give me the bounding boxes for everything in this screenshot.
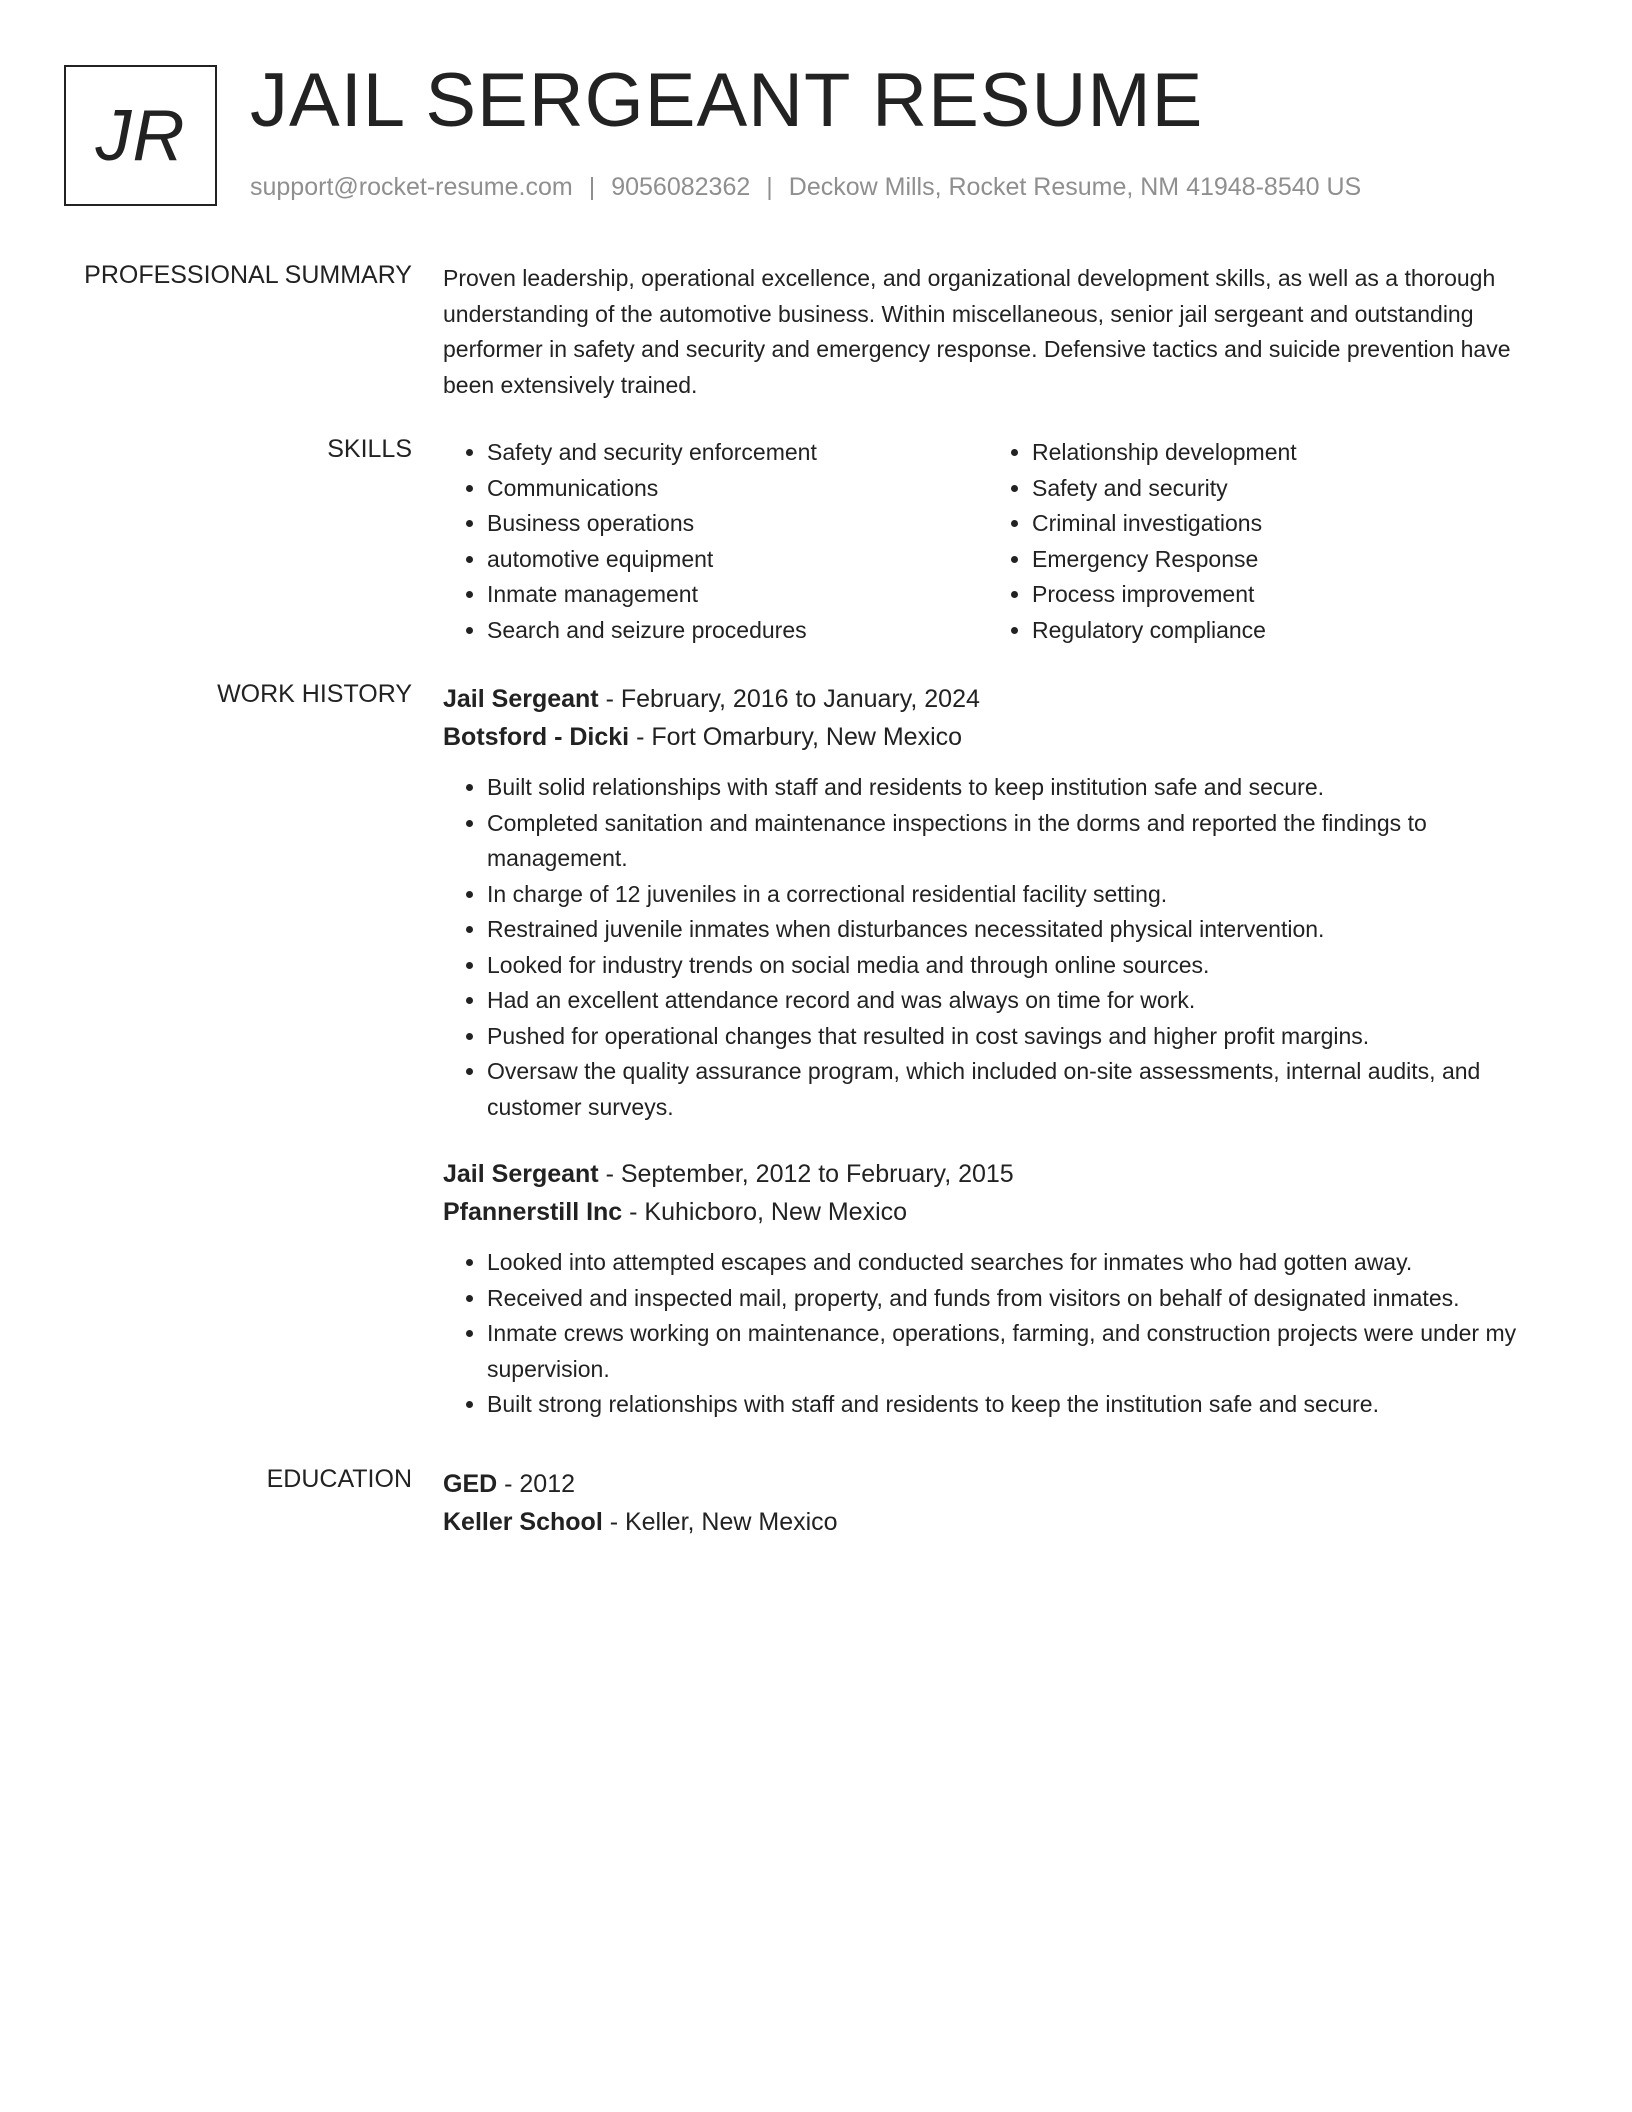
skills-column-right [988, 435, 1533, 648]
job-title: Jail Sergeant [443, 1160, 599, 1188]
skill-item: • Emergency Response [1032, 542, 1533, 578]
job-bullet: • Had an excellent attendance record and was always on time for work. [487, 983, 1553, 1019]
work-history-body [443, 680, 1553, 1423]
job-bullet: • Completed sanitation and maintenance inspections in the dorms and reported the findings to management. [487, 806, 1553, 877]
job-bullet: • Looked into attempted escapes and conducted searches for inmates who had gotten away. [487, 1245, 1553, 1281]
skills-body [443, 435, 1553, 648]
skill-item: • Criminal investigations [1032, 506, 1533, 542]
education-year: - 2012 [497, 1470, 576, 1498]
contact-separator: | [588, 173, 596, 201]
skill-item: • Search and seizure procedures [487, 613, 988, 649]
job-bullet: • Inmate crews working on maintenance, operations, farming, and construction projects were under my supervision. [487, 1316, 1553, 1387]
job-bullet: • In charge of 12 juveniles in a correctional residential facility setting. [487, 877, 1553, 913]
monogram-initials: JR [95, 95, 186, 176]
skills-column-left [443, 435, 988, 648]
contact-phone: 9056082362 [611, 173, 751, 201]
work-history-label: WORK HISTORY [217, 680, 412, 708]
education-body [443, 1465, 1553, 1541]
skill-item: • automotive equipment [487, 542, 988, 578]
job-entry [443, 680, 1553, 1125]
education-degree: GED [443, 1470, 498, 1498]
job-location: - Kuhicboro, New Mexico [622, 1198, 908, 1226]
job-bullet-list [443, 1245, 1553, 1423]
job-location: - Fort Omarbury, New Mexico [629, 723, 963, 751]
skill-item: • Safety and security enforcement [487, 435, 988, 471]
skill-item: • Relationship development [1032, 435, 1533, 471]
contact-email: support@rocket-resume.com [250, 173, 573, 201]
education-school: Keller School [443, 1508, 603, 1536]
job-bullet: • Received and inspected mail, property, and funds from visitors on behalf of designated inmates. [487, 1281, 1553, 1317]
contact-address: Deckow Mills, Rocket Resume, NM 41948-8540 US [788, 173, 1362, 201]
contact-line [250, 173, 1361, 202]
job-company-line [443, 718, 1553, 756]
job-bullet: • Oversaw the quality assurance program, which included on-site assessments, internal audits, and customer surveys. [487, 1054, 1553, 1125]
job-title-line [443, 1155, 1553, 1193]
education-school-line [443, 1503, 1553, 1541]
job-dates: - February, 2016 to January, 2024 [598, 685, 980, 713]
skill-item: • Process improvement [1032, 577, 1533, 613]
skill-item: • Communications [487, 471, 988, 507]
skill-item: • Regulatory compliance [1032, 613, 1533, 649]
summary-label: PROFESSIONAL SUMMARY [84, 261, 412, 289]
resume-header [64, 58, 1564, 210]
skill-item: • Safety and security [1032, 471, 1533, 507]
skill-item: • Inmate management [487, 577, 988, 613]
summary-body [443, 261, 1553, 403]
skills-label: SKILLS [327, 435, 412, 463]
job-company: Pfannerstill Inc [443, 1198, 623, 1226]
skill-item: • Business operations [487, 506, 988, 542]
education-label: EDUCATION [266, 1465, 412, 1493]
job-title: Jail Sergeant [443, 685, 599, 713]
contact-separator: | [766, 173, 773, 201]
resume-title: JAIL SERGEANT RESUME [250, 58, 1204, 143]
job-entry [443, 1155, 1553, 1423]
job-company-line [443, 1193, 1553, 1231]
education-degree-line [443, 1465, 1553, 1503]
job-dates: - September, 2012 to February, 2015 [598, 1160, 1014, 1188]
monogram-box [64, 65, 217, 206]
job-bullet-list [443, 770, 1553, 1125]
job-bullet: • Pushed for operational changes that resulted in cost savings and higher profit margins. [487, 1019, 1553, 1055]
job-bullet: • Built strong relationships with staff and residents to keep the institution safe and secure. [487, 1387, 1553, 1423]
summary-text: Proven leadership, operational excellence, and organizational development skills, as well as a thorough understanding of the automotive business. Within miscellaneous, senior jail sergeant and outstanding performer in safety and security and emergency response. Defensive tactics and suicide prevention have been extensively trained. [443, 265, 1511, 398]
job-bullet: • Looked for industry trends on social media and through online sources. [487, 948, 1553, 984]
job-title-line [443, 680, 1553, 718]
job-company: Botsford - Dicki [443, 723, 630, 751]
job-bullet: • Built solid relationships with staff and residents to keep institution safe and secure. [487, 770, 1553, 806]
job-bullet: • Restrained juvenile inmates when disturbances necessitated physical intervention. [487, 912, 1553, 948]
education-location: - Keller, New Mexico [602, 1508, 838, 1536]
